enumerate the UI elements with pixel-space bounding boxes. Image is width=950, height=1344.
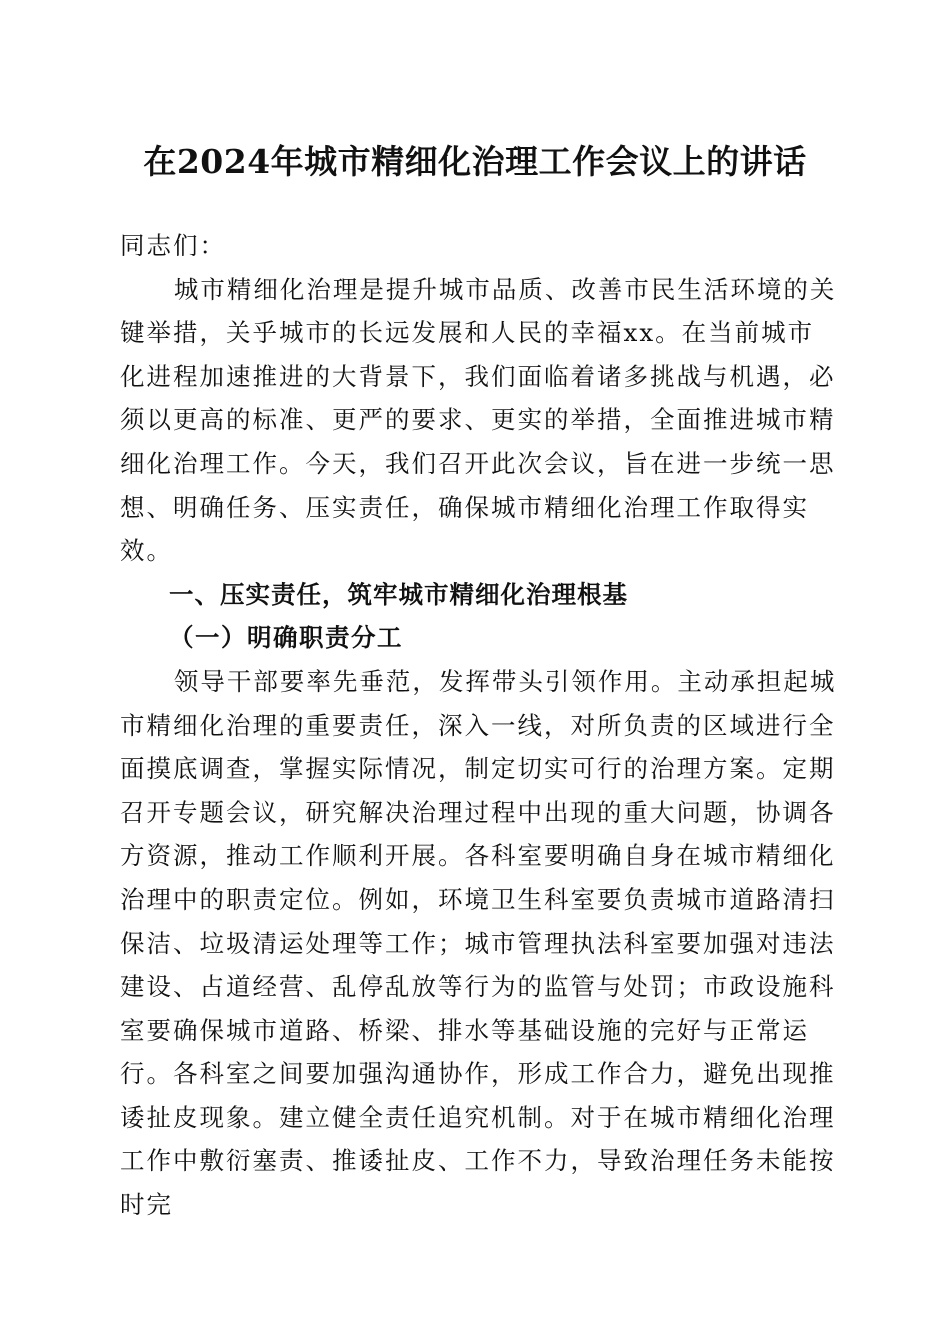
subsection-heading: （一）明确职责分工 xyxy=(169,623,403,653)
salutation: 同志们： xyxy=(120,231,226,260)
intro-paragraph: 城市精细化治理是提升城市品质、改善市民生活环境的关键举措，关乎城市的长远发展和人民的幸福xx。在当前城市化进程加速推进的大背景下，我们面临着诸多挑战与机遇，必须以更高的标准、更严的要求、更实的举措，全面推进城市精细化治理工作。今天，我们召开此次会议，旨在进一步统一思想、明确任务、压实责任，确保城市精细化治理工作取得实效。 xyxy=(120,274,837,566)
body-paragraph: 领导干部要率先垂范，发挥带头引领作用。主动承担起城市精细化治理的重要责任，深入一线，对所负责的区域进行全面摸底调查，掌握实际情况，制定切实可行的治理方案。定期召开专题会议，研究解决治理过程中出现的重大问题，协调各方资源，推动工作顺利开展。各科室要明确自身在城市精细化治理中的职责定位。例如，环境卫生科室要负责城市道路清扫保洁、垃圾清运处理等工作；城市管理执法科室要加强对违法建设、占道经营、乱停乱放等行为的监管与处罚；市政设施科室要确保城市道路、桥梁、排水等基础设施的完好与正常运行。各科室之间要加强沟通协作，形成工作合力，避免出现推诿扯皮现象。建立健全责任追究机制。对于在城市精细化治理工作中敷衍塞责、推诿扯皮、工作不力，导致治理任务未能按时完 xyxy=(120,666,837,1220)
document-body xyxy=(120,224,840,1227)
document-title: 在2024年城市精细化治理工作会议上的讲话 xyxy=(143,142,807,181)
section-heading: 一、压实责任，筑牢城市精细化治理根基 xyxy=(169,579,628,609)
